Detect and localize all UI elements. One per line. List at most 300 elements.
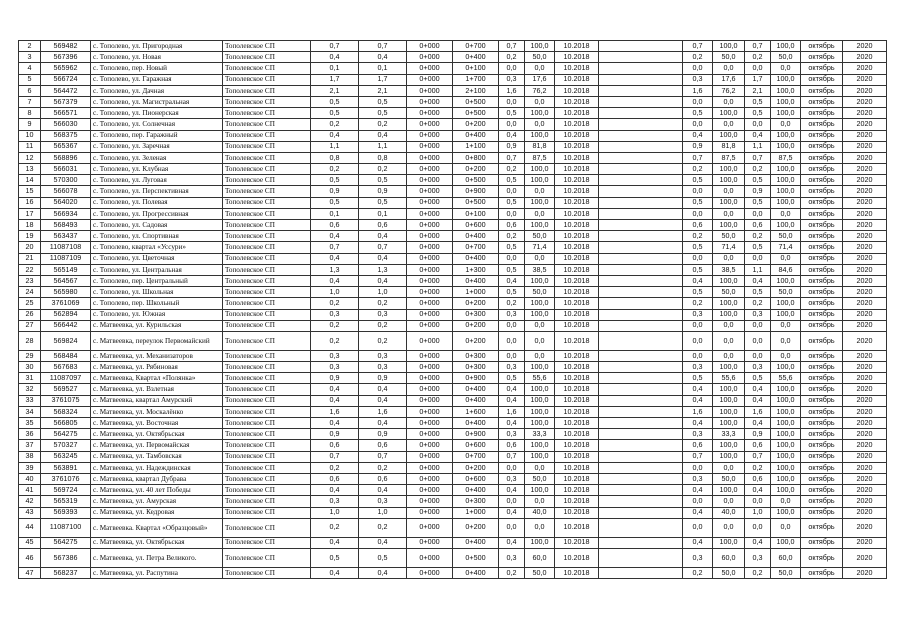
cell-apct: 100,0	[713, 41, 745, 52]
cell-id: 569527	[41, 384, 91, 395]
cell-a: 0,3	[683, 74, 713, 85]
cell-pk_start: 0+000	[407, 197, 453, 208]
cell-len2: 0,5	[359, 175, 407, 186]
cell-blank	[599, 141, 683, 152]
cell-id: 566442	[41, 320, 91, 331]
cell-apct: 100,0	[713, 220, 745, 231]
cell-no: 21	[19, 253, 41, 264]
cell-pk_end: 0+200	[453, 331, 499, 350]
cell-settlement: Тополевское СП	[223, 395, 311, 406]
cell-id: 11087109	[41, 253, 91, 264]
table-row	[19, 74, 887, 85]
cell-pct: 0,0	[525, 496, 555, 507]
cell-name: с. Матвеевка, квартал Дубрава	[91, 473, 223, 484]
cell-pct: 100,0	[525, 451, 555, 462]
cell-len1: 0,6	[311, 220, 359, 231]
cell-settlement: Тополевское СП	[223, 208, 311, 219]
cell-month: октябрь	[801, 41, 843, 52]
table-row	[19, 362, 887, 373]
cell-a: 0,3	[683, 548, 713, 567]
cell-month: октябрь	[801, 440, 843, 451]
cell-month: октябрь	[801, 331, 843, 350]
cell-year: 2020	[843, 74, 887, 85]
cell-settlement: Тополевское СП	[223, 451, 311, 462]
cell-bpct: 100,0	[771, 418, 801, 429]
cell-a: 0,3	[683, 309, 713, 320]
cell-settlement: Тополевское СП	[223, 362, 311, 373]
cell-len1: 1,7	[311, 74, 359, 85]
cell-year: 2020	[843, 264, 887, 275]
cell-blank	[599, 384, 683, 395]
cell-a: 0,0	[683, 96, 713, 107]
table-row	[19, 485, 887, 496]
cell-apct: 0,0	[713, 518, 745, 537]
cell-a: 0,5	[683, 287, 713, 298]
cell-id: 570300	[41, 175, 91, 186]
cell-apct: 100,0	[713, 298, 745, 309]
cell-name: с. Матвеевка, ул. Тамбовская	[91, 451, 223, 462]
cell-no: 36	[19, 429, 41, 440]
cell-id: 565319	[41, 496, 91, 507]
cell-len1: 0,4	[311, 537, 359, 548]
cell-done: 0,4	[499, 384, 525, 395]
cell-len1: 0,1	[311, 63, 359, 74]
cell-pk_start: 0+000	[407, 264, 453, 275]
cell-blank	[599, 485, 683, 496]
cell-b: 1,7	[745, 74, 771, 85]
cell-bpct: 0,0	[771, 518, 801, 537]
cell-a: 0,4	[683, 507, 713, 518]
cell-month: октябрь	[801, 298, 843, 309]
cell-blank	[599, 253, 683, 264]
cell-name: с. Тополево, ул. Перспективная	[91, 186, 223, 197]
cell-month: октябрь	[801, 287, 843, 298]
cell-pk_end: 2+100	[453, 85, 499, 96]
cell-b: 0,0	[745, 119, 771, 130]
cell-settlement: Тополевское СП	[223, 429, 311, 440]
cell-name: с. Тополево, ул. Пионерская	[91, 108, 223, 119]
cell-name: с. Матвеевка, ул. Надеждинская	[91, 462, 223, 473]
cell-len2: 1,3	[359, 264, 407, 275]
cell-b: 2,1	[745, 85, 771, 96]
cell-settlement: Тополевское СП	[223, 74, 311, 85]
cell-blank	[599, 320, 683, 331]
cell-b: 0,4	[745, 384, 771, 395]
cell-date: 10.2018	[555, 406, 599, 417]
cell-apct: 100,0	[713, 108, 745, 119]
cell-pk_end: 0+200	[453, 518, 499, 537]
cell-done: 0,3	[499, 429, 525, 440]
cell-name: с. Тополево, пер. Центральный	[91, 275, 223, 286]
cell-done: 0,4	[499, 537, 525, 548]
cell-len1: 0,2	[311, 119, 359, 130]
cell-no: 7	[19, 96, 41, 107]
cell-settlement: Тополевское СП	[223, 141, 311, 152]
cell-pct: 100,0	[525, 175, 555, 186]
cell-pct: 0,0	[525, 119, 555, 130]
cell-date: 10.2018	[555, 537, 599, 548]
cell-pct: 0,0	[525, 518, 555, 537]
cell-month: октябрь	[801, 462, 843, 473]
cell-settlement: Тополевское СП	[223, 418, 311, 429]
cell-pk_start: 0+000	[407, 74, 453, 85]
cell-done: 0,3	[499, 74, 525, 85]
cell-pk_start: 0+000	[407, 384, 453, 395]
cell-len2: 0,4	[359, 567, 407, 578]
cell-date: 10.2018	[555, 507, 599, 518]
cell-settlement: Тополевское СП	[223, 130, 311, 141]
cell-blank	[599, 108, 683, 119]
cell-settlement: Тополевское СП	[223, 186, 311, 197]
cell-bpct: 0,0	[771, 496, 801, 507]
cell-no: 22	[19, 264, 41, 275]
table-row	[19, 96, 887, 107]
cell-month: октябрь	[801, 119, 843, 130]
cell-len2: 0,5	[359, 548, 407, 567]
cell-a: 0,0	[683, 320, 713, 331]
cell-no: 17	[19, 208, 41, 219]
cell-pk_end: 1+100	[453, 141, 499, 152]
cell-blank	[599, 208, 683, 219]
cell-bpct: 100,0	[771, 537, 801, 548]
cell-pk_start: 0+000	[407, 537, 453, 548]
cell-year: 2020	[843, 331, 887, 350]
cell-a: 0,7	[683, 451, 713, 462]
cell-len1: 0,2	[311, 331, 359, 350]
cell-no: 35	[19, 418, 41, 429]
cell-id: 564020	[41, 197, 91, 208]
cell-bpct: 100,0	[771, 186, 801, 197]
cell-name: с. Матвеевка, ул. Рябиновая	[91, 362, 223, 373]
cell-b: 0,5	[745, 197, 771, 208]
cell-apct: 76,2	[713, 85, 745, 96]
cell-pct: 100,0	[525, 418, 555, 429]
table-row	[19, 309, 887, 320]
cell-apct: 87,5	[713, 152, 745, 163]
cell-year: 2020	[843, 320, 887, 331]
cell-len2: 0,2	[359, 320, 407, 331]
cell-blank	[599, 242, 683, 253]
cell-bpct: 100,0	[771, 141, 801, 152]
table-row	[19, 298, 887, 309]
cell-len2: 0,4	[359, 485, 407, 496]
cell-len1: 0,2	[311, 164, 359, 175]
cell-date: 10.2018	[555, 74, 599, 85]
cell-b: 1,1	[745, 264, 771, 275]
cell-name: с. Тополево, ул. Дачная	[91, 85, 223, 96]
cell-date: 10.2018	[555, 264, 599, 275]
cell-month: октябрь	[801, 141, 843, 152]
cell-done: 0,7	[499, 451, 525, 462]
cell-b: 0,9	[745, 429, 771, 440]
cell-apct: 100,0	[713, 485, 745, 496]
cell-b: 0,6	[745, 473, 771, 484]
cell-no: 34	[19, 406, 41, 417]
cell-done: 0,0	[499, 253, 525, 264]
cell-settlement: Тополевское СП	[223, 175, 311, 186]
cell-year: 2020	[843, 130, 887, 141]
cell-len1: 0,3	[311, 496, 359, 507]
cell-len1: 0,4	[311, 418, 359, 429]
cell-id: 563437	[41, 231, 91, 242]
cell-no: 29	[19, 350, 41, 361]
cell-blank	[599, 537, 683, 548]
cell-bpct: 0,0	[771, 320, 801, 331]
cell-month: октябрь	[801, 275, 843, 286]
table-row	[19, 451, 887, 462]
cell-name: с. Тополево, ул. Полевая	[91, 197, 223, 208]
cell-pct: 17,6	[525, 74, 555, 85]
cell-b: 0,2	[745, 231, 771, 242]
cell-date: 10.2018	[555, 395, 599, 406]
cell-month: октябрь	[801, 362, 843, 373]
cell-done: 0,5	[499, 197, 525, 208]
cell-b: 0,0	[745, 496, 771, 507]
cell-pct: 100,0	[525, 41, 555, 52]
cell-apct: 0,0	[713, 331, 745, 350]
cell-len2: 0,7	[359, 41, 407, 52]
cell-no: 40	[19, 473, 41, 484]
table-row	[19, 186, 887, 197]
cell-a: 1,6	[683, 85, 713, 96]
cell-len2: 0,4	[359, 537, 407, 548]
cell-pk_start: 0+000	[407, 440, 453, 451]
cell-month: октябрь	[801, 507, 843, 518]
cell-id: 566724	[41, 74, 91, 85]
cell-len2: 0,4	[359, 253, 407, 264]
cell-date: 10.2018	[555, 485, 599, 496]
cell-no: 23	[19, 275, 41, 286]
cell-year: 2020	[843, 462, 887, 473]
cell-id: 569724	[41, 485, 91, 496]
cell-settlement: Тополевское СП	[223, 331, 311, 350]
cell-b: 0,0	[745, 350, 771, 361]
cell-no: 12	[19, 152, 41, 163]
cell-bpct: 100,0	[771, 451, 801, 462]
cell-pk_end: 0+400	[453, 395, 499, 406]
cell-pk_start: 0+000	[407, 473, 453, 484]
cell-pk_start: 0+000	[407, 362, 453, 373]
cell-settlement: Тополевское СП	[223, 320, 311, 331]
cell-bpct: 50,0	[771, 231, 801, 242]
cell-b: 0,0	[745, 518, 771, 537]
cell-b: 0,0	[745, 331, 771, 350]
cell-no: 25	[19, 298, 41, 309]
cell-settlement: Тополевское СП	[223, 197, 311, 208]
cell-a: 0,0	[683, 496, 713, 507]
cell-no: 28	[19, 331, 41, 350]
cell-apct: 100,0	[713, 406, 745, 417]
cell-blank	[599, 309, 683, 320]
cell-apct: 100,0	[713, 164, 745, 175]
cell-blank	[599, 96, 683, 107]
cell-id: 562894	[41, 309, 91, 320]
cell-len1: 0,9	[311, 186, 359, 197]
cell-bpct: 100,0	[771, 298, 801, 309]
cell-apct: 100,0	[713, 309, 745, 320]
cell-done: 0,9	[499, 141, 525, 152]
cell-pk_start: 0+000	[407, 186, 453, 197]
cell-len1: 0,2	[311, 320, 359, 331]
cell-name: с. Тополево, ул. Прогрессивная	[91, 208, 223, 219]
cell-bpct: 50,0	[771, 567, 801, 578]
cell-len1: 1,0	[311, 507, 359, 518]
cell-settlement: Тополевское СП	[223, 406, 311, 417]
cell-bpct: 100,0	[771, 473, 801, 484]
cell-pk_start: 0+000	[407, 175, 453, 186]
cell-id: 3761069	[41, 298, 91, 309]
cell-b: 0,4	[745, 418, 771, 429]
cell-blank	[599, 518, 683, 537]
cell-done: 0,4	[499, 418, 525, 429]
cell-len2: 0,9	[359, 373, 407, 384]
cell-year: 2020	[843, 52, 887, 63]
cell-name: с. Матвеевка, ул. Октябрьская	[91, 537, 223, 548]
cell-year: 2020	[843, 175, 887, 186]
cell-date: 10.2018	[555, 287, 599, 298]
cell-month: октябрь	[801, 197, 843, 208]
cell-done: 1,6	[499, 406, 525, 417]
cell-pct: 33,3	[525, 429, 555, 440]
cell-len1: 0,7	[311, 41, 359, 52]
cell-date: 10.2018	[555, 108, 599, 119]
cell-pct: 100,0	[525, 485, 555, 496]
cell-date: 10.2018	[555, 242, 599, 253]
cell-pk_end: 0+900	[453, 186, 499, 197]
cell-len2: 2,1	[359, 85, 407, 96]
cell-len2: 0,6	[359, 440, 407, 451]
cell-id: 565962	[41, 63, 91, 74]
cell-settlement: Тополевское СП	[223, 298, 311, 309]
cell-year: 2020	[843, 406, 887, 417]
cell-year: 2020	[843, 518, 887, 537]
cell-bpct: 0,0	[771, 331, 801, 350]
cell-blank	[599, 164, 683, 175]
cell-bpct: 84,6	[771, 264, 801, 275]
cell-apct: 100,0	[713, 130, 745, 141]
cell-no: 44	[19, 518, 41, 537]
cell-name: с. Матвеевка, ул. Восточная	[91, 418, 223, 429]
table-row	[19, 473, 887, 484]
cell-bpct: 100,0	[771, 406, 801, 417]
cell-id: 567683	[41, 362, 91, 373]
cell-bpct: 0,0	[771, 119, 801, 130]
cell-blank	[599, 197, 683, 208]
cell-b: 0,2	[745, 164, 771, 175]
cell-no: 37	[19, 440, 41, 451]
cell-a: 0,5	[683, 197, 713, 208]
cell-done: 0,3	[499, 362, 525, 373]
cell-month: октябрь	[801, 220, 843, 231]
cell-name: с. Тополево, ул. Магистральная	[91, 96, 223, 107]
cell-done: 0,0	[499, 119, 525, 130]
cell-pct: 0,0	[525, 208, 555, 219]
cell-pk_start: 0+000	[407, 130, 453, 141]
cell-len1: 0,4	[311, 275, 359, 286]
cell-year: 2020	[843, 186, 887, 197]
cell-b: 0,5	[745, 373, 771, 384]
table-row	[19, 52, 887, 63]
cell-b: 0,7	[745, 152, 771, 163]
cell-apct: 50,0	[713, 52, 745, 63]
table-row	[19, 395, 887, 406]
cell-pk_end: 0+200	[453, 164, 499, 175]
cell-settlement: Тополевское СП	[223, 119, 311, 130]
cell-month: октябрь	[801, 231, 843, 242]
cell-b: 1,0	[745, 507, 771, 518]
cell-bpct: 0,0	[771, 253, 801, 264]
cell-year: 2020	[843, 418, 887, 429]
cell-month: октябрь	[801, 63, 843, 74]
cell-a: 0,6	[683, 220, 713, 231]
cell-date: 10.2018	[555, 362, 599, 373]
cell-len1: 0,5	[311, 197, 359, 208]
cell-name: с. Тополево, пер. Гаражный	[91, 130, 223, 141]
cell-month: октябрь	[801, 373, 843, 384]
table-row	[19, 208, 887, 219]
cell-apct: 0,0	[713, 63, 745, 74]
cell-done: 0,3	[499, 473, 525, 484]
cell-pct: 71,4	[525, 242, 555, 253]
cell-len2: 0,8	[359, 152, 407, 163]
cell-bpct: 100,0	[771, 429, 801, 440]
cell-bpct: 100,0	[771, 197, 801, 208]
cell-pct: 0,0	[525, 253, 555, 264]
cell-pct: 76,2	[525, 85, 555, 96]
cell-settlement: Тополевское СП	[223, 108, 311, 119]
cell-len2: 0,3	[359, 309, 407, 320]
cell-no: 15	[19, 186, 41, 197]
cell-name: с. Матвеевка, переулок Первомайский	[91, 331, 223, 350]
table-row	[19, 231, 887, 242]
cell-date: 10.2018	[555, 567, 599, 578]
cell-pk_end: 0+600	[453, 440, 499, 451]
cell-len1: 0,2	[311, 518, 359, 537]
cell-id: 567386	[41, 548, 91, 567]
cell-id: 567379	[41, 96, 91, 107]
cell-year: 2020	[843, 384, 887, 395]
cell-len1: 0,4	[311, 395, 359, 406]
cell-len1: 1,0	[311, 287, 359, 298]
cell-blank	[599, 63, 683, 74]
cell-apct: 60,0	[713, 548, 745, 567]
cell-year: 2020	[843, 41, 887, 52]
cell-name: с. Матвеевка, ул. Распутина	[91, 567, 223, 578]
cell-id: 566078	[41, 186, 91, 197]
cell-month: октябрь	[801, 164, 843, 175]
cell-settlement: Тополевское СП	[223, 518, 311, 537]
cell-pk_start: 0+000	[407, 567, 453, 578]
cell-len2: 0,4	[359, 231, 407, 242]
cell-a: 0,6	[683, 440, 713, 451]
cell-id: 11087097	[41, 373, 91, 384]
cell-month: октябрь	[801, 485, 843, 496]
cell-blank	[599, 52, 683, 63]
table-row	[19, 440, 887, 451]
cell-len2: 0,4	[359, 384, 407, 395]
cell-pk_start: 0+000	[407, 406, 453, 417]
cell-len1: 0,4	[311, 130, 359, 141]
cell-pct: 0,0	[525, 331, 555, 350]
cell-settlement: Тополевское СП	[223, 485, 311, 496]
cell-pct: 100,0	[525, 440, 555, 451]
cell-id: 3761075	[41, 395, 91, 406]
cell-settlement: Тополевское СП	[223, 242, 311, 253]
cell-settlement: Тополевское СП	[223, 309, 311, 320]
cell-pct: 55,6	[525, 373, 555, 384]
cell-pk_end: 0+900	[453, 373, 499, 384]
cell-settlement: Тополевское СП	[223, 496, 311, 507]
